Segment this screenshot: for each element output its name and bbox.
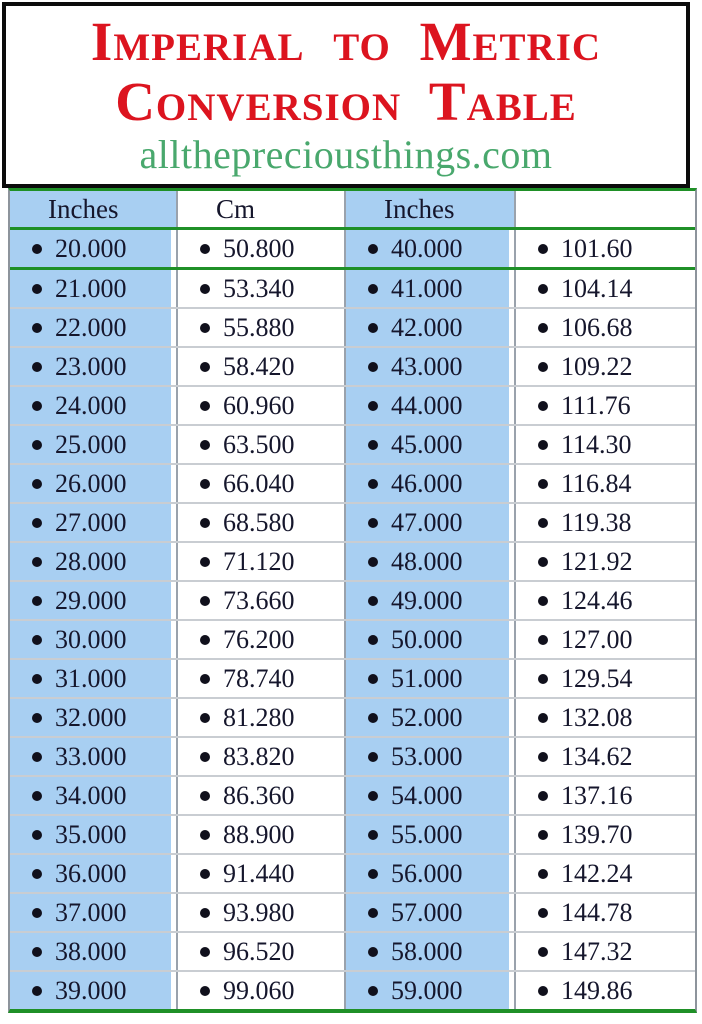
bullet-icon (32, 284, 42, 294)
cell-value: 78.740 (223, 663, 295, 693)
table-cell (10, 933, 176, 970)
table-cell (10, 855, 176, 892)
bullet-icon (200, 479, 210, 489)
table-cell (10, 504, 176, 541)
cell-value: 139.70 (561, 819, 633, 849)
table-cell (176, 309, 344, 346)
table-cell (514, 894, 695, 931)
bullet-icon (538, 323, 548, 333)
table-row (10, 697, 695, 736)
cell-value: 116.84 (561, 468, 632, 498)
bullet-icon (32, 401, 42, 411)
table-cell (176, 387, 344, 424)
table-cell (344, 894, 514, 931)
cell-value: 25.000 (55, 429, 127, 459)
cell-value: 54.000 (391, 780, 463, 810)
bullet-icon (368, 908, 378, 918)
page-title-line2: Conversion Table (115, 71, 577, 132)
table-cell (514, 582, 695, 619)
cell-value: 55.880 (223, 312, 295, 342)
bullet-icon (200, 557, 210, 567)
table-row (10, 658, 695, 697)
table-cell (514, 972, 695, 1009)
bullet-icon (368, 869, 378, 879)
table-cell (514, 738, 695, 775)
cell-value: 32.000 (55, 702, 127, 732)
table-cell (344, 972, 514, 1009)
table-row (10, 270, 695, 307)
column-header-label: Inches (384, 193, 455, 224)
table-cell (10, 894, 176, 931)
bullet-icon (368, 440, 378, 450)
cell-value: 114.30 (561, 429, 632, 459)
bullet-icon (200, 947, 210, 957)
bullet-icon (200, 518, 210, 528)
table-cell (176, 543, 344, 580)
bullet-icon (32, 986, 42, 996)
cell-value: 22.000 (55, 312, 127, 342)
bullet-icon (200, 401, 210, 411)
column-header-1 (176, 191, 344, 227)
bullet-icon (538, 479, 548, 489)
bullet-icon (368, 596, 378, 606)
cell-value: 26.000 (55, 468, 127, 498)
table-cell (344, 816, 514, 853)
column-header-2 (344, 191, 514, 227)
bullet-icon (200, 596, 210, 606)
cell-value: 35.000 (55, 819, 127, 849)
bullet-icon (368, 947, 378, 957)
bullet-icon (32, 244, 42, 254)
bullet-icon (368, 557, 378, 567)
bullet-icon (368, 713, 378, 723)
cell-value: 45.000 (391, 429, 463, 459)
table-row (10, 814, 695, 853)
bullet-icon (538, 635, 548, 645)
cell-value: 41.000 (391, 273, 463, 303)
bullet-icon (538, 908, 548, 918)
table-cell (344, 426, 514, 463)
table-cell (344, 309, 514, 346)
table-cell (176, 777, 344, 814)
bullet-icon (538, 869, 548, 879)
cell-value: 91.440 (223, 858, 295, 888)
cell-value: 46.000 (391, 468, 463, 498)
bullet-icon (368, 752, 378, 762)
cell-value: 63.500 (223, 429, 295, 459)
bullet-icon (538, 440, 548, 450)
table-cell (344, 933, 514, 970)
table-cell (10, 738, 176, 775)
bullet-icon (32, 440, 42, 450)
cell-value: 106.68 (561, 312, 633, 342)
website-text: allthepreciousthings.com (139, 132, 553, 177)
cell-value: 58.420 (223, 351, 295, 381)
cell-value: 127.00 (561, 624, 633, 654)
cell-value: 56.000 (391, 858, 463, 888)
cell-value: 20.000 (55, 233, 127, 263)
cell-value: 28.000 (55, 546, 127, 576)
bullet-icon (32, 635, 42, 645)
table-row (10, 853, 695, 892)
table-cell (176, 582, 344, 619)
bullet-icon (538, 791, 548, 801)
cell-value: 30.000 (55, 624, 127, 654)
table-cell (10, 816, 176, 853)
bullet-icon (538, 947, 548, 957)
cell-value: 43.000 (391, 351, 463, 381)
table-cell (514, 504, 695, 541)
bullet-icon (538, 362, 548, 372)
cell-value: 48.000 (391, 546, 463, 576)
cell-value: 55.000 (391, 819, 463, 849)
bullet-icon (32, 791, 42, 801)
bullet-icon (368, 244, 378, 254)
table-cell (176, 972, 344, 1009)
bullet-icon (368, 518, 378, 528)
bullet-icon (200, 713, 210, 723)
cell-value: 47.000 (391, 507, 463, 537)
cell-value: 40.000 (391, 233, 463, 263)
cell-value: 52.000 (391, 702, 463, 732)
cell-value: 147.32 (561, 936, 633, 966)
cell-value: 36.000 (55, 858, 127, 888)
cell-value: 60.960 (223, 390, 295, 420)
table-cell (176, 504, 344, 541)
table-cell (176, 230, 344, 267)
cell-value: 27.000 (55, 507, 127, 537)
table-cell (176, 738, 344, 775)
bullet-icon (538, 401, 548, 411)
table-cell (514, 699, 695, 736)
bullet-icon (200, 869, 210, 879)
table-row (10, 970, 695, 1009)
cell-value: 24.000 (55, 390, 127, 420)
title-banner (2, 2, 690, 188)
bullet-icon (200, 323, 210, 333)
table-cell (514, 230, 695, 267)
table-cell (514, 543, 695, 580)
cell-value: 134.62 (561, 741, 633, 771)
table-cell (10, 582, 176, 619)
bullet-icon (200, 908, 210, 918)
table-cell (10, 387, 176, 424)
cell-value: 39.000 (55, 975, 127, 1005)
bullet-icon (32, 830, 42, 840)
bullet-icon (32, 674, 42, 684)
bullet-icon (32, 713, 42, 723)
table-cell (10, 972, 176, 1009)
bullet-icon (368, 362, 378, 372)
table-cell (176, 894, 344, 931)
cell-value: 51.000 (391, 663, 463, 693)
table-cell (10, 348, 176, 385)
column-header-label: Inches (48, 193, 119, 224)
cell-value: 53.000 (391, 741, 463, 771)
table-cell (344, 699, 514, 736)
table-row (10, 892, 695, 931)
cell-value: 58.000 (391, 936, 463, 966)
bullet-icon (368, 479, 378, 489)
cell-value: 93.980 (223, 897, 295, 927)
table-cell (10, 426, 176, 463)
cell-value: 121.92 (561, 546, 633, 576)
table-cell (176, 465, 344, 502)
table-cell (176, 621, 344, 658)
cell-value: 132.08 (561, 702, 633, 732)
cell-value: 34.000 (55, 780, 127, 810)
bullet-icon (32, 908, 42, 918)
bullet-icon (368, 323, 378, 333)
table-cell (176, 699, 344, 736)
cell-value: 111.76 (561, 390, 631, 420)
bullet-icon (538, 596, 548, 606)
table-cell (344, 348, 514, 385)
table-row (10, 580, 695, 619)
table-cell (176, 933, 344, 970)
bullet-icon (368, 401, 378, 411)
bullet-icon (32, 947, 42, 957)
table-row (10, 502, 695, 541)
bullet-icon (538, 752, 548, 762)
table-row (10, 346, 695, 385)
cell-value: 142.24 (561, 858, 633, 888)
bullet-icon (538, 830, 548, 840)
table-cell (344, 855, 514, 892)
cell-value: 101.60 (561, 233, 633, 263)
table-cell (176, 348, 344, 385)
bullet-icon (200, 362, 210, 372)
cell-value: 99.060 (223, 975, 295, 1005)
cell-value: 31.000 (55, 663, 127, 693)
cell-value: 33.000 (55, 741, 127, 771)
table-cell (10, 660, 176, 697)
table-cell (514, 309, 695, 346)
bullet-icon (32, 557, 42, 567)
cell-value: 81.280 (223, 702, 295, 732)
table-cell (176, 816, 344, 853)
table-row (10, 385, 695, 424)
cell-value: 76.200 (223, 624, 295, 654)
table-cell (514, 660, 695, 697)
table-cell (344, 621, 514, 658)
bullet-icon (32, 596, 42, 606)
table-cell (514, 387, 695, 424)
table-cell (344, 777, 514, 814)
table-cell (10, 230, 176, 267)
cell-value: 124.46 (561, 585, 633, 615)
bullet-icon (32, 362, 42, 372)
cell-value: 88.900 (223, 819, 295, 849)
bullet-icon (368, 986, 378, 996)
table-row (10, 931, 695, 970)
cell-value: 53.340 (223, 273, 295, 303)
table-cell (10, 621, 176, 658)
cell-value: 59.000 (391, 975, 463, 1005)
table-row (10, 619, 695, 658)
cell-value: 68.580 (223, 507, 295, 537)
bullet-icon (200, 244, 210, 254)
cell-value: 83.820 (223, 741, 295, 771)
bullet-icon (200, 635, 210, 645)
cell-value: 73.660 (223, 585, 295, 615)
bullet-icon (200, 674, 210, 684)
table-cell (514, 933, 695, 970)
bullet-icon (32, 479, 42, 489)
table-row (10, 307, 695, 346)
table-row (10, 775, 695, 814)
column-header-3 (514, 191, 695, 227)
bullet-icon (538, 557, 548, 567)
table-cell (10, 543, 176, 580)
cell-value: 149.86 (561, 975, 633, 1005)
page-title-line1: Imperial to Metric (90, 11, 602, 72)
table-cell (176, 426, 344, 463)
cell-value: 37.000 (55, 897, 127, 927)
column-header-0 (10, 191, 176, 227)
table-row (10, 230, 695, 270)
table-cell (10, 309, 176, 346)
bullet-icon (200, 752, 210, 762)
table-cell (344, 465, 514, 502)
table-cell (344, 543, 514, 580)
table-cell (10, 465, 176, 502)
table-cell (344, 230, 514, 267)
bullet-icon (200, 440, 210, 450)
bullet-icon (200, 830, 210, 840)
bullet-icon (32, 869, 42, 879)
bullet-icon (200, 986, 210, 996)
table-cell (344, 660, 514, 697)
bullet-icon (200, 791, 210, 801)
table-cell (514, 621, 695, 658)
table-cell (176, 270, 344, 307)
bullet-icon (368, 284, 378, 294)
cell-value: 119.38 (561, 507, 632, 537)
bullet-icon (538, 244, 548, 254)
bullet-icon (368, 635, 378, 645)
bullet-icon (538, 986, 548, 996)
bullet-icon (368, 791, 378, 801)
cell-value: 38.000 (55, 936, 127, 966)
bullet-icon (32, 518, 42, 528)
cell-value: 109.22 (561, 351, 633, 381)
cell-value: 144.78 (561, 897, 633, 927)
cell-value: 96.520 (223, 936, 295, 966)
cell-value: 29.000 (55, 585, 127, 615)
table-row (10, 424, 695, 463)
column-header-label: Cm (216, 193, 256, 224)
cell-value: 129.54 (561, 663, 633, 693)
cell-value: 42.000 (391, 312, 463, 342)
table-cell (344, 738, 514, 775)
table-cell (344, 504, 514, 541)
conversion-table (8, 188, 697, 1013)
cell-value: 49.000 (391, 585, 463, 615)
bullet-icon (32, 752, 42, 762)
cell-value: 71.120 (223, 546, 295, 576)
bullet-icon (538, 518, 548, 528)
bullet-icon (32, 323, 42, 333)
cell-value: 21.000 (55, 273, 127, 303)
table-cell (514, 270, 695, 307)
bullet-icon (538, 713, 548, 723)
table-cell (344, 387, 514, 424)
bullet-icon (200, 284, 210, 294)
table-cell (514, 777, 695, 814)
table-cell (514, 816, 695, 853)
table-cell (344, 582, 514, 619)
table-cell (514, 465, 695, 502)
bullet-icon (368, 830, 378, 840)
table-cell (514, 348, 695, 385)
cell-value: 66.040 (223, 468, 295, 498)
cell-value: 86.360 (223, 780, 295, 810)
table-cell (10, 777, 176, 814)
table-cell (10, 699, 176, 736)
table-header-row (10, 191, 695, 230)
bullet-icon (368, 674, 378, 684)
table-row (10, 736, 695, 775)
cell-value: 44.000 (391, 390, 463, 420)
table-row (10, 541, 695, 580)
table-cell (176, 855, 344, 892)
table-cell (514, 426, 695, 463)
cell-value: 50.000 (391, 624, 463, 654)
cell-value: 50.800 (223, 233, 295, 263)
cell-value: 57.000 (391, 897, 463, 927)
cell-value: 23.000 (55, 351, 127, 381)
table-cell (514, 855, 695, 892)
table-row (10, 463, 695, 502)
bullet-icon (538, 284, 548, 294)
cell-value: 104.14 (561, 273, 633, 303)
table-cell (10, 270, 176, 307)
table-cell (344, 270, 514, 307)
table-cell (176, 660, 344, 697)
bullet-icon (538, 674, 548, 684)
cell-value: 137.16 (561, 780, 633, 810)
